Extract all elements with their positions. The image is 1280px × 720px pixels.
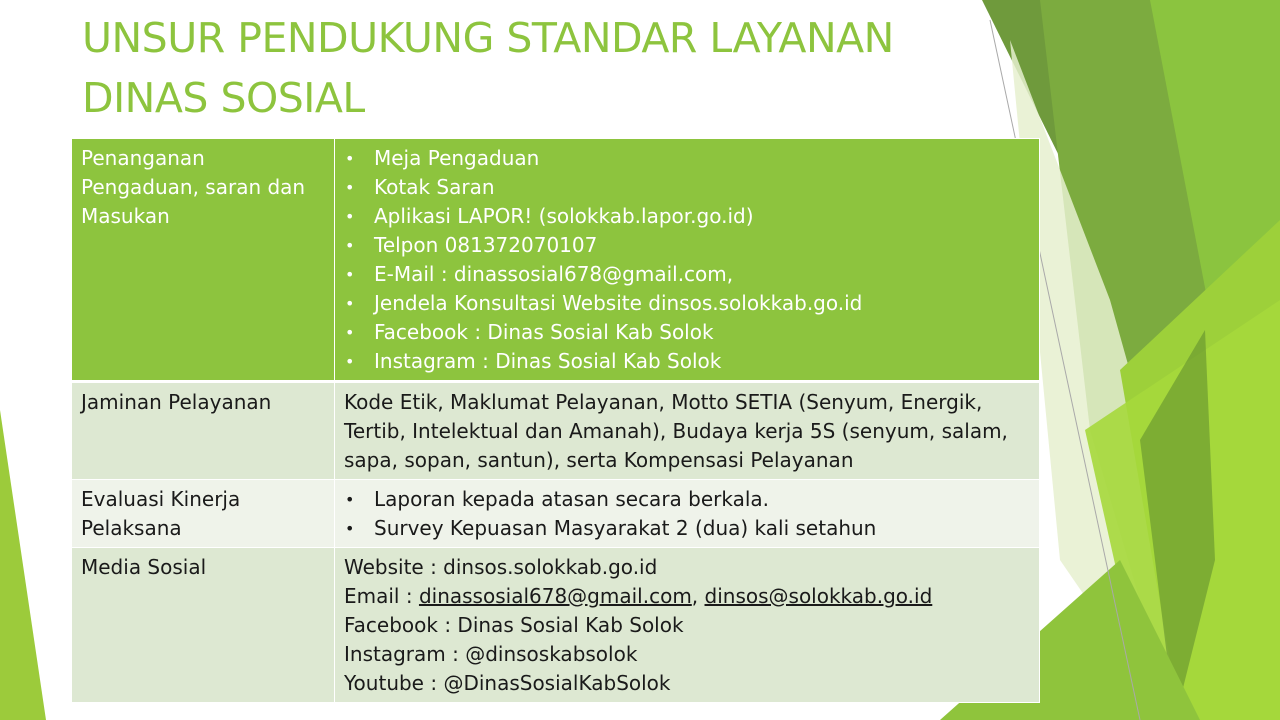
row-label: Penanganan Pengaduan, saran dan Masukan <box>72 139 335 382</box>
list-item: • Laporan kepada atasan secara berkala. <box>344 485 1030 514</box>
bullet-list <box>344 485 1030 543</box>
instagram-line: Instagram : @dinsoskabsolok <box>344 642 638 666</box>
row-content <box>335 548 1040 703</box>
list-item: • E-Mail : dinassosial678@gmail.com, <box>344 260 1030 289</box>
list-item: • Instagram : Dinas Sosial Kab Solok <box>344 347 1030 376</box>
email-link-1[interactable]: dinassosial678@gmail.com <box>418 584 692 608</box>
table-row <box>72 548 1040 703</box>
list-item: • Jendela Konsultasi Website dinsos.solokkab.go.id <box>344 289 1030 318</box>
left-edge-shape <box>0 410 46 720</box>
list-item: • Survey Kepuasan Masyarakat 2 (dua) kali setahun <box>344 514 1030 543</box>
youtube-line: Youtube : @DinasSosialKabSolok <box>344 671 671 695</box>
table-row <box>72 139 1040 382</box>
list-item: • Meja Pengaduan <box>344 144 1030 173</box>
title-line-2: DINAS SOSIAL <box>82 74 365 122</box>
row-label: Evaluasi Kinerja Pelaksana <box>72 480 335 548</box>
table-row <box>72 382 1040 480</box>
bullet-list <box>344 144 1030 376</box>
list-item: • Kotak Saran <box>344 173 1030 202</box>
service-standard-table <box>71 138 1040 703</box>
website-line: Website : dinsos.solokkab.go.id <box>344 555 658 579</box>
list-item: • Telpon 081372070107 <box>344 231 1030 260</box>
row-content <box>335 139 1040 382</box>
row-label: Jaminan Pelayanan <box>72 382 335 480</box>
list-item: • Aplikasi LAPOR! (solokkab.lapor.go.id) <box>344 202 1030 231</box>
table-row <box>72 480 1040 548</box>
slide-title <box>82 8 982 128</box>
title-line-1: UNSUR PENDUKUNG STANDAR LAYANAN <box>82 14 894 62</box>
row-content <box>335 480 1040 548</box>
email-separator: , <box>691 584 705 608</box>
row-content: Kode Etik, Maklumat Pelayanan, Motto SETIA (Senyum, Energik, Tertib, Intelektual dan Amanah), Budaya kerja 5S (senyum, salam, sapa, sopan, santun), serta Kompensasi Pelayanan <box>335 382 1040 480</box>
email-line <box>344 582 1030 611</box>
list-item: • Facebook : Dinas Sosial Kab Solok <box>344 318 1030 347</box>
email-prefix: Email : <box>344 584 419 608</box>
row-label: Media Sosial <box>72 548 335 703</box>
email-link-2[interactable]: dinsos@solokkab.go.id <box>704 584 933 608</box>
facebook-line: Facebook : Dinas Sosial Kab Solok <box>344 613 684 637</box>
